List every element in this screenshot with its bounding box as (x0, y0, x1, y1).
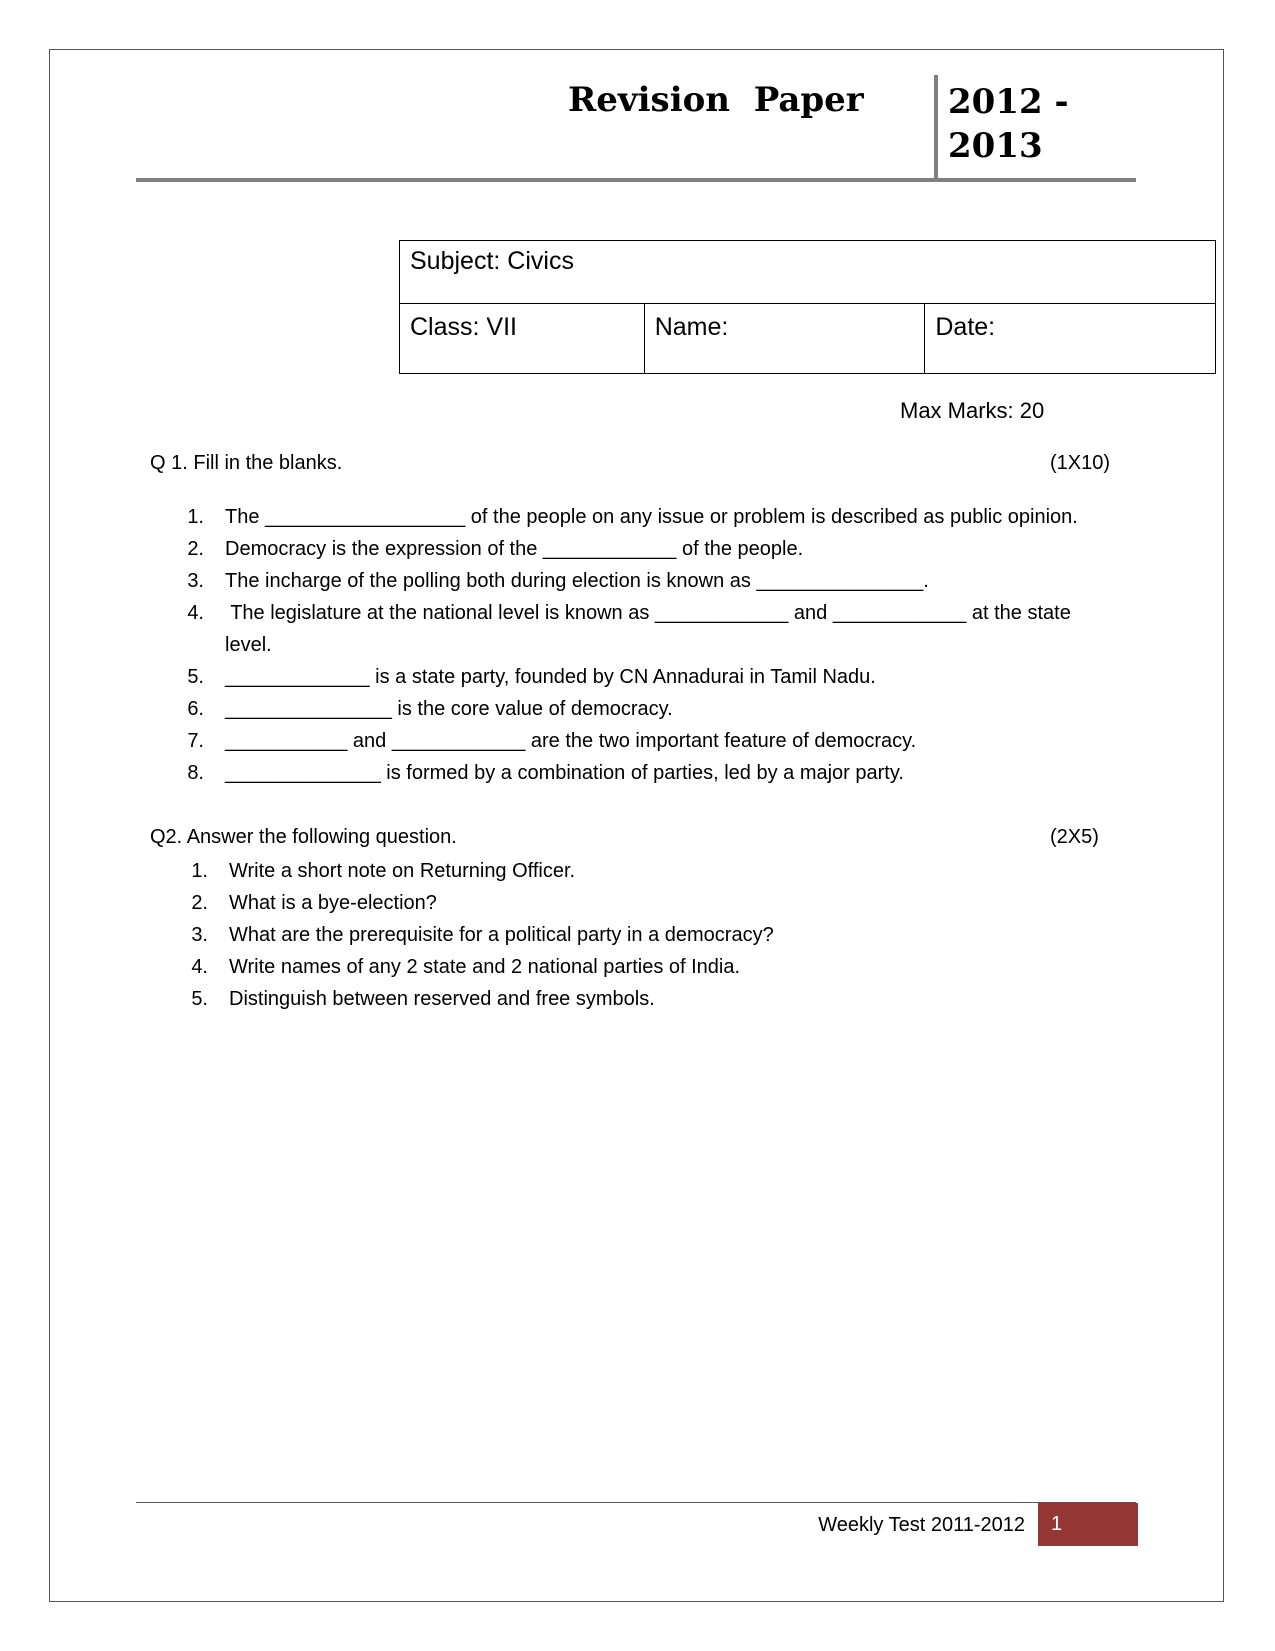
item-text: Democracy is the expression of the ____________ of the people. (225, 538, 804, 560)
page-number: 1 (1038, 1503, 1138, 1546)
item-number: 7. (187, 730, 204, 752)
item-number: 3. (191, 924, 208, 946)
list-item (180, 533, 1140, 565)
list-item (184, 887, 1084, 919)
q1-marks: (1X10) (1050, 452, 1111, 474)
list-item (180, 501, 1140, 533)
list-item (180, 693, 1140, 725)
item-number: 2. (187, 538, 204, 560)
item-number: 3. (187, 570, 204, 592)
item-text: ______________ is formed by a combination of parties, led by a major party. (225, 762, 904, 784)
date-cell: Date: (925, 304, 1216, 374)
list-item (180, 565, 1140, 597)
page-title: Revision Paper (568, 80, 864, 120)
item-text: What is a bye-election? (229, 892, 437, 914)
name-cell: Name: (644, 304, 925, 374)
item-text: Distinguish between reserved and free symbols. (229, 988, 655, 1010)
footer-text: Weekly Test 2011-2012 (818, 1514, 1025, 1536)
header-rule (136, 178, 1136, 182)
subject-cell: Subject: Civics (400, 241, 1216, 304)
item-text: ___________ and ____________ are the two important feature of democracy. (225, 730, 917, 752)
item-number: 4. (187, 602, 204, 624)
item-number: 1. (191, 860, 208, 882)
item-text: The incharge of the polling both during election is known as _______________. (225, 570, 929, 592)
list-item (184, 951, 1084, 983)
item-number: 5. (191, 988, 208, 1010)
list-item (184, 919, 1084, 951)
q2-heading: Q2. Answer the following question. (150, 826, 457, 848)
item-text: _______________ is the core value of democracy. (225, 698, 673, 720)
item-text: Write names of any 2 state and 2 national parties of India. (229, 956, 741, 978)
class-cell: Class: VII (400, 304, 645, 374)
list-item (184, 983, 1084, 1015)
item-text: _____________ is a state party, founded by CN Annadurai in Tamil Nadu. (225, 666, 876, 688)
q2-marks: (2X5) (1050, 826, 1099, 848)
item-text: The __________________ of the people on any issue or problem is described as public opinion. (225, 506, 1078, 528)
list-item (180, 725, 1140, 757)
footer-rule (136, 1502, 1136, 1503)
max-marks: Max Marks: 20 (900, 398, 1045, 423)
q1-heading: Q 1. Fill in the blanks. (150, 452, 343, 474)
item-text: The legislature at the national level is known as ____________ and ____________ at the state (225, 602, 1071, 624)
item-number: 6. (187, 698, 204, 720)
item-number: 2. (191, 892, 208, 914)
header-year: 2012 - 2013 (948, 82, 1069, 166)
info-table (399, 240, 1216, 374)
item-text: What are the prerequisite for a political party in a democracy? (229, 924, 774, 946)
item-text: Write a short note on Returning Officer. (229, 860, 576, 882)
list-item (180, 661, 1140, 693)
item-number: 8. (187, 762, 204, 784)
list-item (184, 855, 1084, 887)
list-item (180, 597, 1140, 661)
item-text-continued: level. (225, 634, 272, 656)
item-number: 1. (187, 506, 204, 528)
item-number: 5. (187, 666, 204, 688)
list-item (180, 757, 1140, 789)
item-number: 4. (191, 956, 208, 978)
header-divider (934, 75, 938, 178)
